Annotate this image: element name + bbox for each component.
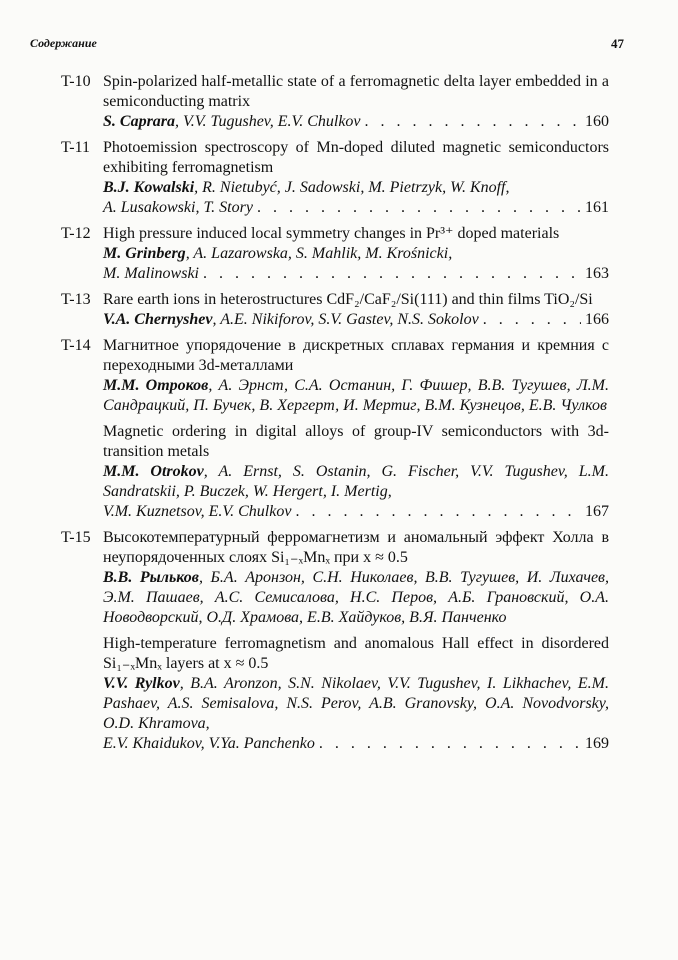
translated-authors [103,462,609,502]
entry-authors [103,568,609,628]
entry-authors-last-line [103,198,609,218]
entry-page: 167 [585,503,609,520]
translated-title: Magnetic ordering in digital alloys of group-IV semiconductors with 3d-transition metals [103,423,609,460]
co-authors-last: M. Malinowski [103,265,199,282]
entry-authors [103,310,609,330]
toc-entry [61,72,609,132]
entry-authors-last-line [103,264,609,284]
entry-title: Rare earth ions in heterostructures CdF₂/CaF₂/Si(111) and thin films TiO₂/Si [103,291,593,308]
translated-authors [103,674,609,734]
co-authors: , R. Nietubyć, J. Sadowski, M. Pietrzyk, W. Knoff, [194,179,510,196]
entry-code: T-12 [61,225,91,242]
running-header: Содержание [30,36,97,50]
entry-code: T-13 [61,291,91,308]
toc-entry [61,336,609,522]
page-number: 47 [611,36,624,51]
dot-leader [365,112,581,132]
entry-page: 163 [585,265,609,282]
first-author: M. Grinberg [103,245,186,262]
entry-title: Spin-polarized half-metallic state of a ferromagnetic delta layer embedded in a semiconducting matrix [103,73,609,110]
entry-code: T-10 [61,73,91,90]
co-authors: , A. Lazarowska, S. Mahlik, M. Krośnicki, [185,245,453,262]
entry-title: High pressure induced local symmetry changes in Pr³⁺ doped materials [103,225,560,242]
dot-leader [257,198,581,218]
entry-title: Photoemission spectroscopy of Mn-doped diluted magnetic semiconductors exhibiting ferromagnetism [103,139,609,176]
toc-entry [61,290,609,330]
first-author: S. Caprara [103,113,176,130]
dot-leader [483,310,581,330]
translated-co-authors: , B.A. Aronzon, S.N. Nikolaev, V.V. Tugushev, I. Likhachev, E.M. Pashaev, A.S. Semisalova, N.S. Perov, A.B. Granovsky, O.A. Novodvorsky, O.D. Khramova, [103,675,609,732]
first-author: М.М. Отроков [103,377,209,394]
toc-entry [61,138,609,218]
co-authors: , Б.А. Аронзон, С.Н. Николаев, В.В. Тугушев, И. Лихачев, Э.М. Пашаев, А.С. Семисалова, Н.С. Перов, А.Б. Грановский, О.А. Новодворский, О.Д. Храмова, Е.В. Хайдуков, В.Я. Панченко [103,569,610,626]
co-authors: , А. Эрнст, С.А. Останин, Г. Фишер, В.В. Тугушев, Л.М. Сандрацкий, П. Бучек, В. Хергерт, И. Мертиг, В.М. Кузнецов, Е.В. Чулков [103,377,609,414]
co-authors-last: A. Lusakowski, T. Story [103,199,253,216]
entry-translation [103,634,609,754]
entry-title: Магнитное упорядочение в дискретных сплавах германия и кремния с переходными 3d-металлами [103,337,609,374]
dot-leader [319,734,581,754]
entry-page: 160 [585,113,609,130]
dot-leader [295,502,581,522]
translated-co-authors-last: E.V. Khaidukov, V.Ya. Panchenko [103,735,315,752]
entry-page: 169 [585,735,609,752]
dot-leader [203,264,581,284]
translated-authors-last-line [103,734,609,754]
first-author: В.В. Рыльков [103,569,199,586]
translated-co-authors-last: V.M. Kuznetsov, E.V. Chulkov [103,503,292,520]
translated-co-authors: , A. Ernst, S. Ostanin, G. Fischer, V.V. Tugushev, L.M. Sandratskii, P. Buczek, W. Hergert, I. Mertig, [103,463,610,500]
toc-entry [61,224,609,284]
translated-first-author: V.V. Rylkov [103,675,180,692]
contents-list [61,72,609,760]
entry-code: T-15 [61,529,91,546]
entry-authors [103,244,609,264]
first-author: B.J. Kowalski [103,179,195,196]
co-authors: , V.V. Tugushev, E.V. Chulkov [175,113,361,130]
translated-authors-last-line [103,502,609,522]
translated-title: High-temperature ferromagnetism and anomalous Hall effect in disordered Si₁₋ₓMnₓ layers at x ≈ 0.5 [103,635,609,672]
entry-translation [103,422,609,522]
entry-authors [103,376,609,416]
toc-entry [61,528,609,754]
entry-code: T-14 [61,337,91,354]
entry-title: Высокотемпературный ферромагнетизм и аномальный эффект Холла в неупорядоченных слоях Si₁₋ₓMnₓ при x ≈ 0.5 [103,529,609,566]
entry-authors [103,178,609,198]
entry-page: 166 [585,311,609,328]
co-authors: , A.E. Nikiforov, S.V. Gastev, N.S. Sokolov [212,311,479,328]
entry-page: 161 [585,199,609,216]
translated-first-author: M.M. Otrokov [103,463,204,480]
entry-code: T-11 [61,139,91,156]
entry-authors [103,112,609,132]
first-author: V.A. Chernyshev [103,311,213,328]
